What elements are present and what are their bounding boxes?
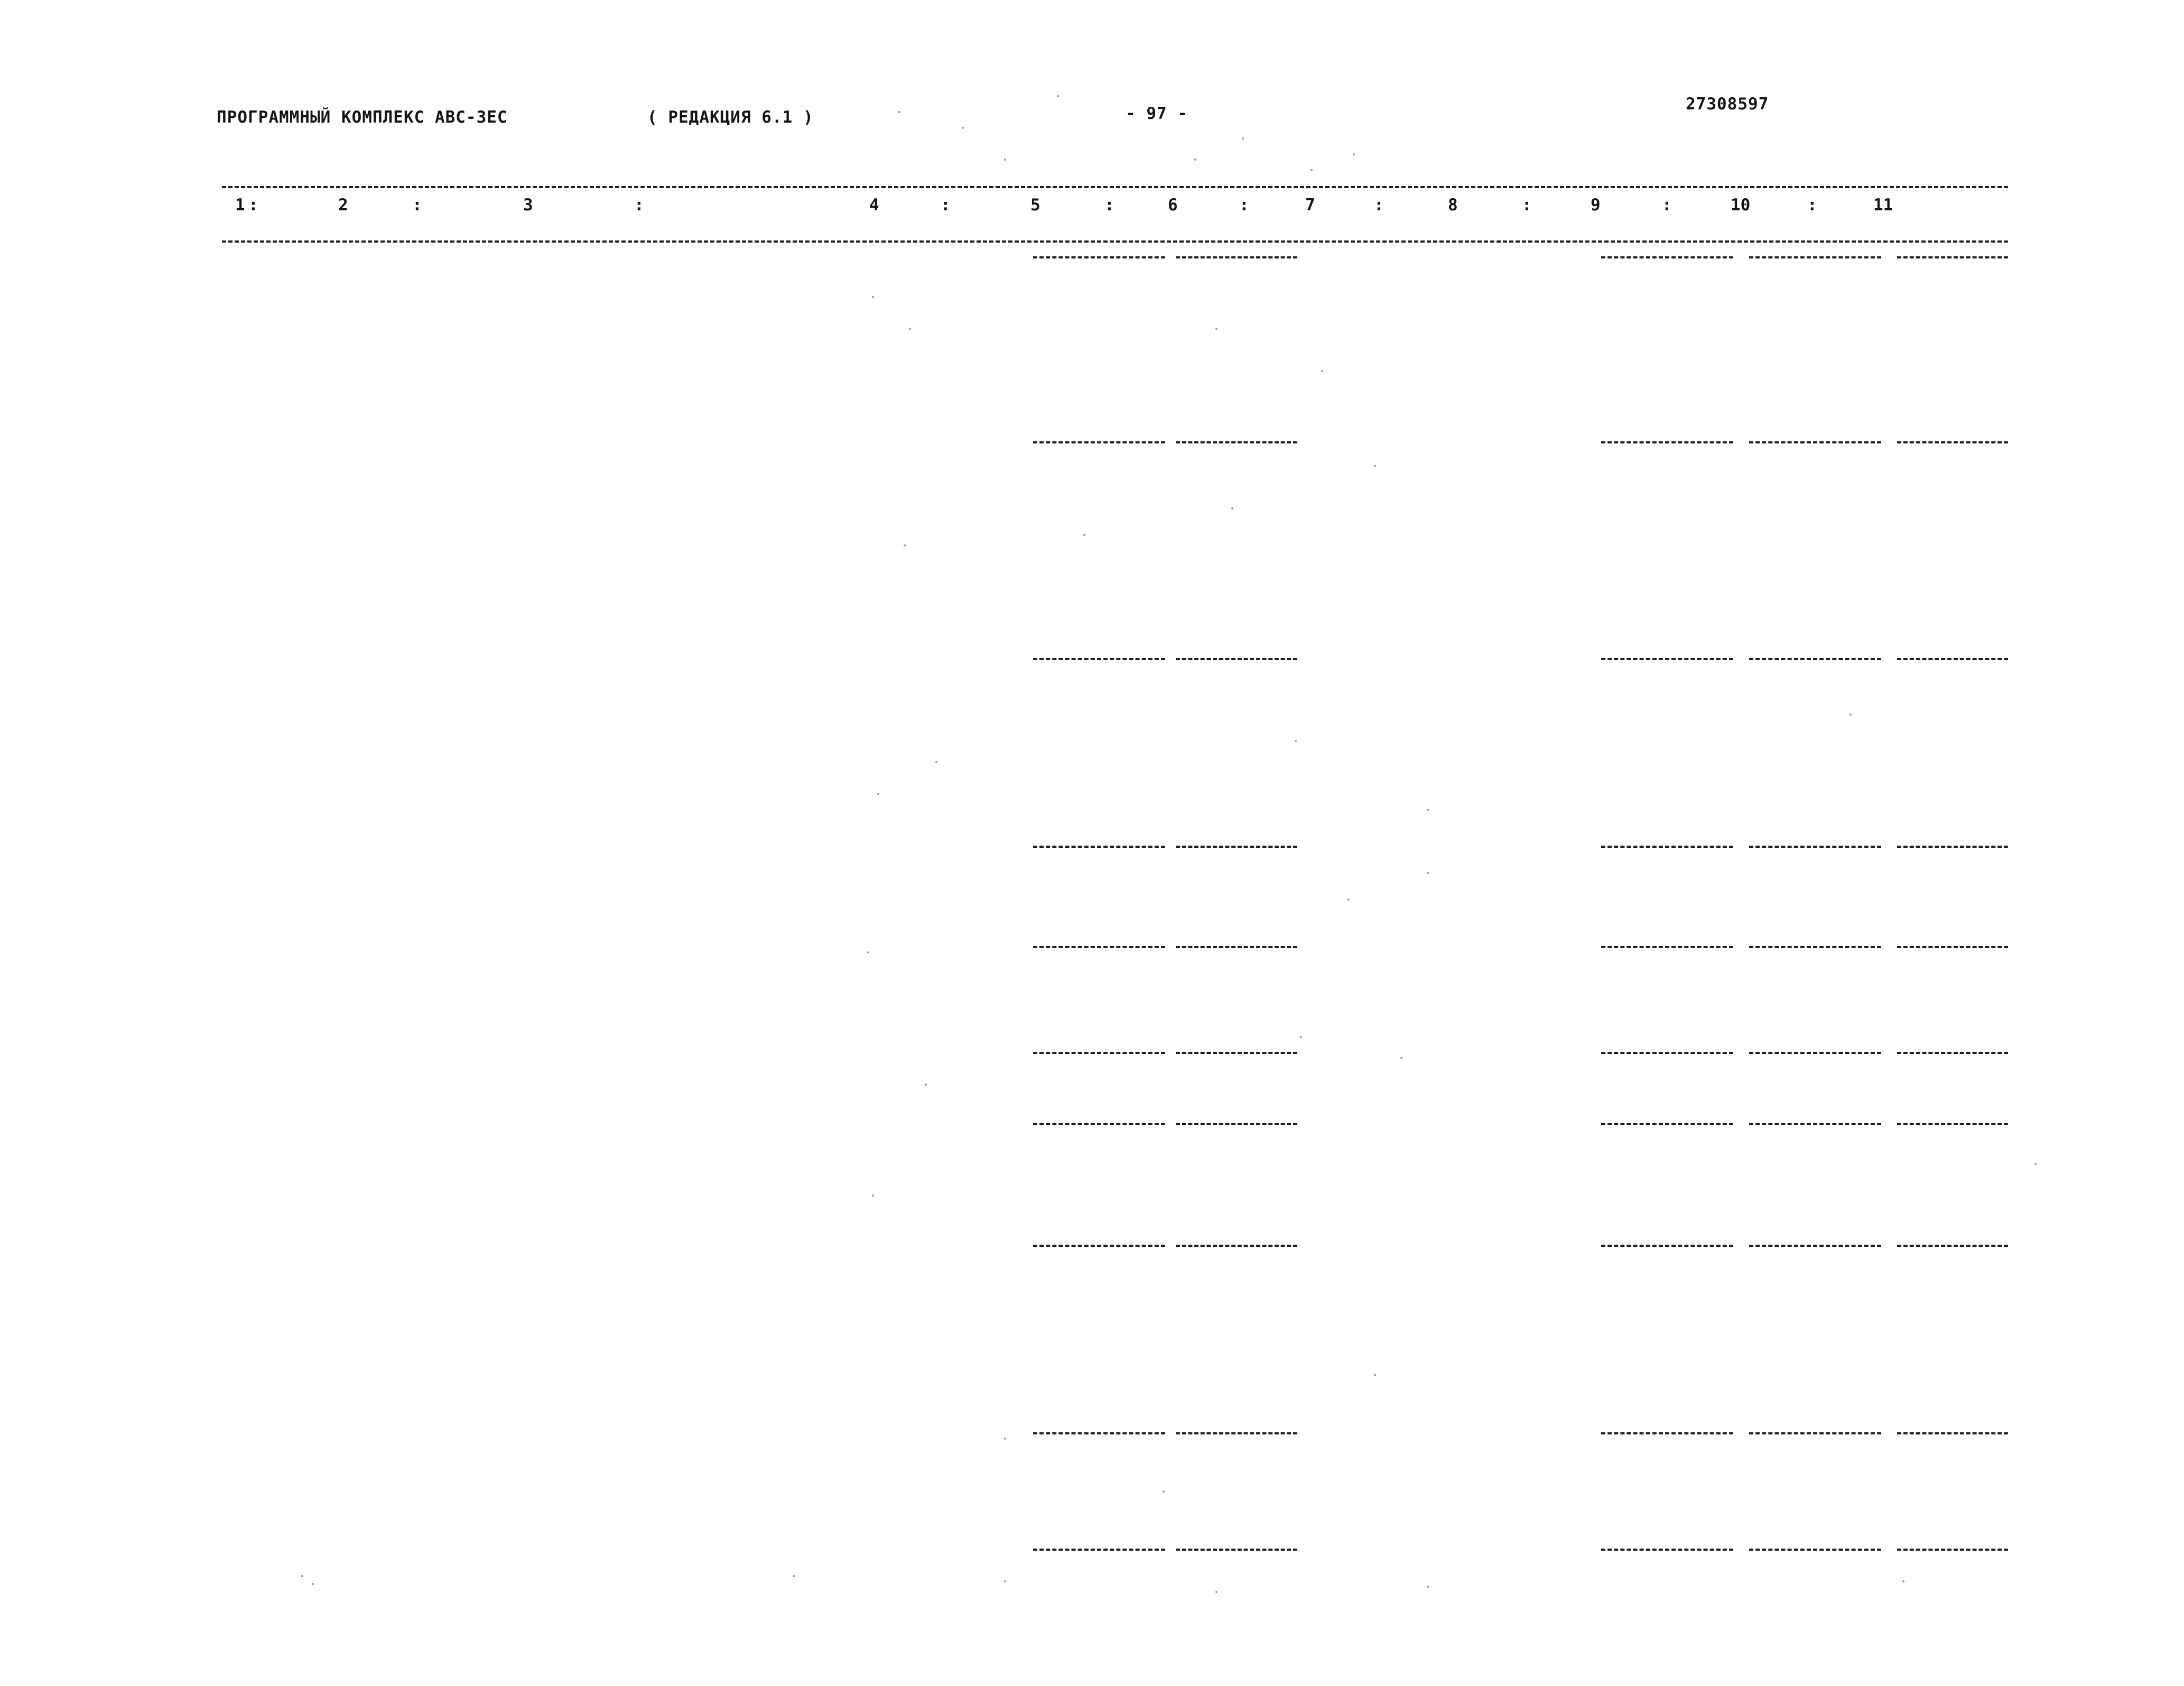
column-separator: : — [1662, 196, 1672, 215]
row-34-dash-c11 — [1897, 946, 2008, 948]
scan-speck — [1353, 153, 1355, 155]
scan-speck — [898, 111, 900, 113]
scan-speck — [1215, 1591, 1218, 1593]
row-38-dash-c11 — [1897, 1432, 2008, 1434]
scan-speck — [1902, 1580, 1904, 1582]
scan-speck — [1057, 95, 1059, 97]
column-number-7: 7 — [1305, 196, 1315, 215]
row-33-dash-c10 — [1749, 846, 1881, 848]
scan-speck — [1427, 1586, 1429, 1588]
row-34-dash-c9 — [1601, 946, 1733, 948]
intro-dash-c11 — [1897, 256, 2008, 258]
row-38-dash-c9 — [1601, 1432, 1733, 1434]
row-36-dash-c5 — [1033, 1123, 1165, 1125]
scan-speck — [1083, 534, 1085, 536]
column-number-1: 1 — [235, 196, 245, 215]
intro-dash-c9 — [1601, 256, 1733, 258]
scan-speck — [1321, 370, 1323, 372]
scan-speck — [1004, 1580, 1006, 1582]
row-38-dash-c6 — [1176, 1432, 1297, 1434]
row-31-dash-c5 — [1033, 441, 1165, 443]
row-35-dash-c6 — [1176, 1052, 1297, 1054]
column-number-10: 10 — [1731, 196, 1751, 215]
intro-dash-c10 — [1749, 256, 1881, 258]
scan-speck — [909, 328, 911, 330]
document-number: 27308597 — [1686, 95, 1769, 114]
scan-speck — [1400, 1057, 1402, 1059]
scan-speck — [1427, 872, 1429, 874]
column-number-3: 3 — [523, 196, 533, 215]
row-38-dash-c5 — [1033, 1432, 1165, 1434]
scan-speck — [793, 1575, 795, 1577]
column-separator: : — [634, 196, 644, 215]
row-33-dash-c9 — [1601, 846, 1733, 848]
row-37-dash-c10 — [1749, 1245, 1881, 1247]
column-separator: : — [1807, 196, 1817, 215]
row-31-dash-c6 — [1176, 441, 1297, 443]
row-33-dash-c11 — [1897, 846, 2008, 848]
row-34-dash-c6 — [1176, 946, 1297, 948]
row-37-dash-c9 — [1601, 1245, 1733, 1247]
column-separator: : — [1374, 196, 1384, 215]
scan-speck — [1242, 137, 1244, 140]
row-39-dash-c6 — [1176, 1549, 1297, 1551]
row-36-dash-c6 — [1176, 1123, 1297, 1125]
row-37-dash-c5 — [1033, 1245, 1165, 1247]
scan-speck — [1194, 159, 1196, 161]
scan-speck — [1215, 328, 1218, 330]
row-31-dash-c10 — [1749, 441, 1881, 443]
row-39-dash-c5 — [1033, 1549, 1165, 1551]
column-separator: : — [412, 196, 422, 215]
row-36-dash-c10 — [1749, 1123, 1881, 1125]
row-35-dash-c11 — [1897, 1052, 2008, 1054]
column-separator: : — [1104, 196, 1114, 215]
header-top-rule — [222, 186, 2008, 188]
scan-speck — [1300, 1036, 1302, 1038]
scan-speck — [1004, 159, 1006, 161]
row-37-dash-c6 — [1176, 1245, 1297, 1247]
row-38-dash-c10 — [1749, 1432, 1881, 1434]
row-32-dash-c11 — [1897, 658, 2008, 660]
row-33-dash-c5 — [1033, 846, 1165, 848]
row-35-dash-c9 — [1601, 1052, 1733, 1054]
row-34-dash-c5 — [1033, 946, 1165, 948]
scan-speck — [312, 1583, 314, 1585]
row-32-dash-c5 — [1033, 658, 1165, 660]
row-32-dash-c10 — [1749, 658, 1881, 660]
scan-speck — [925, 1083, 927, 1086]
column-number-8: 8 — [1448, 196, 1458, 215]
scan-speck — [1374, 1374, 1376, 1376]
row-36-dash-c11 — [1897, 1123, 2008, 1125]
row-39-dash-c10 — [1749, 1549, 1881, 1551]
scan-speck — [1295, 740, 1297, 742]
scan-speck — [1374, 465, 1376, 467]
row-39-dash-c9 — [1601, 1549, 1733, 1551]
column-number-11: 11 — [1873, 196, 1893, 215]
column-number-9: 9 — [1591, 196, 1601, 215]
column-number-6: 6 — [1168, 196, 1178, 215]
program-title: ПРОГРАММНЫЙ КОМПЛЕКС АВС-ЗЕС — [217, 108, 508, 127]
row-31-dash-c9 — [1601, 441, 1733, 443]
column-number-5: 5 — [1030, 196, 1040, 215]
scan-speck — [1163, 1490, 1165, 1493]
scan-speck — [867, 951, 869, 953]
column-number-2: 2 — [338, 196, 348, 215]
scan-speck — [962, 127, 964, 129]
page-number: - 97 - — [1126, 104, 1188, 123]
scan-speck — [877, 793, 879, 795]
row-35-dash-c10 — [1749, 1052, 1881, 1054]
scan-speck — [1347, 898, 1350, 901]
scan-speck — [2034, 1163, 2037, 1165]
row-36-dash-c9 — [1601, 1123, 1733, 1125]
row-37-dash-c11 — [1897, 1245, 2008, 1247]
row-32-dash-c6 — [1176, 658, 1297, 660]
row-35-dash-c5 — [1033, 1052, 1165, 1054]
row-32-dash-c9 — [1601, 658, 1733, 660]
row-31-dash-c11 — [1897, 441, 2008, 443]
row-34-dash-c10 — [1749, 946, 1881, 948]
scan-speck — [872, 296, 874, 298]
scan-speck — [872, 1194, 874, 1197]
column-separator: : — [1522, 196, 1532, 215]
column-separator: : — [248, 196, 258, 215]
header-bottom-rule — [222, 240, 2008, 243]
scan-speck — [904, 544, 906, 546]
row-33-dash-c6 — [1176, 846, 1297, 848]
intro-dash-c6 — [1176, 256, 1297, 258]
scan-speck — [1004, 1438, 1006, 1440]
column-separator: : — [941, 196, 951, 215]
scan-speck — [1850, 714, 1852, 716]
edition-label: ( РЕДАКЦИЯ 6.1 ) — [647, 108, 814, 127]
row-39-dash-c11 — [1897, 1549, 2008, 1551]
scan-speck — [1231, 507, 1233, 509]
scan-speck — [935, 761, 937, 763]
intro-dash-c5 — [1033, 256, 1165, 258]
column-separator: : — [1239, 196, 1249, 215]
scan-speck — [301, 1575, 303, 1577]
scan-speck — [1427, 809, 1429, 811]
column-number-4: 4 — [869, 196, 879, 215]
scan-speck — [1311, 169, 1313, 171]
